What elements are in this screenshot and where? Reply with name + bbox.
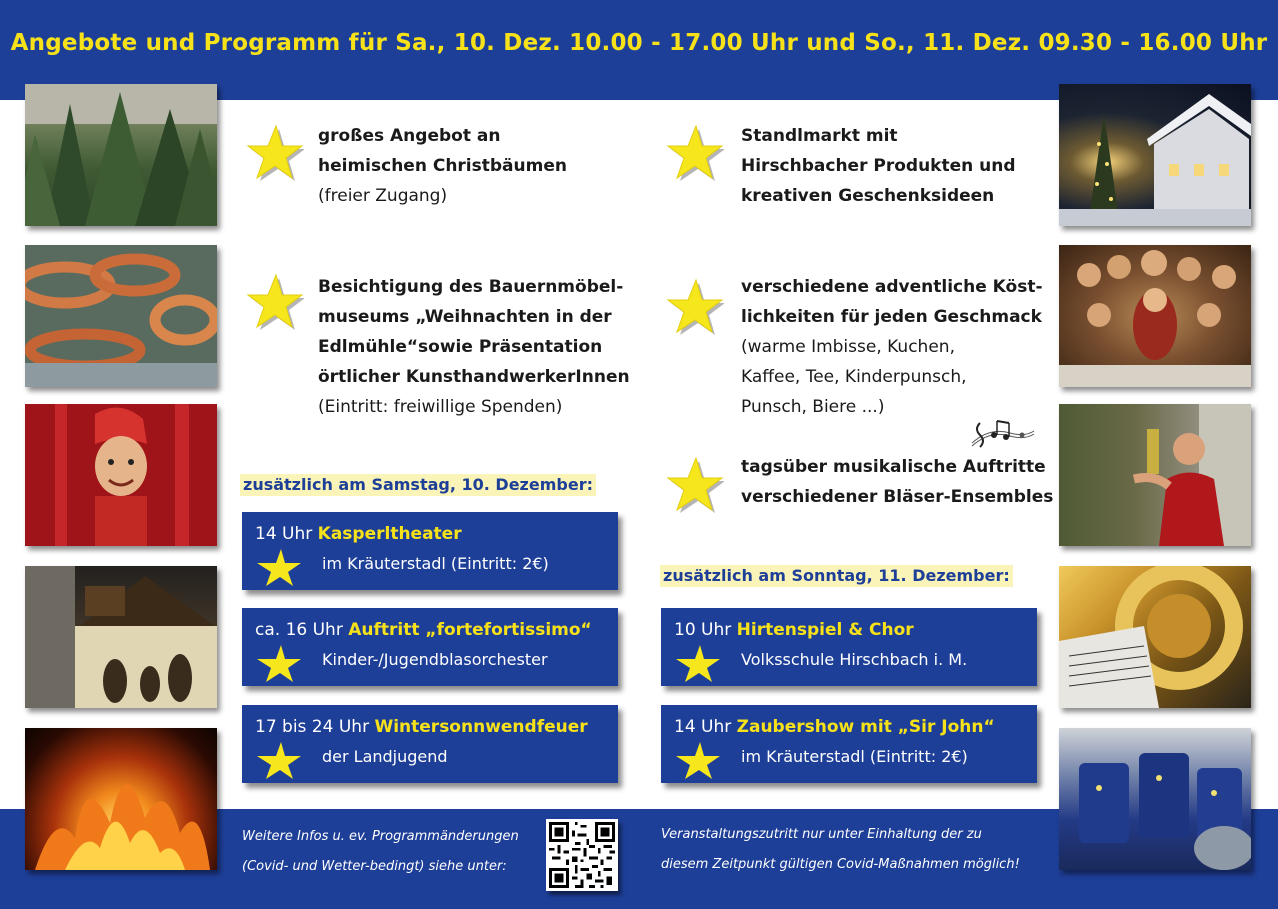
photo-brass-instrument [1059, 566, 1251, 708]
event-title: Hirtenspiel & Chor [736, 620, 914, 640]
event-time: 14 Uhr [674, 717, 732, 737]
event-box-sunday-2 [661, 705, 1037, 783]
event-detail: der Landjugend [322, 747, 448, 766]
event-time: 10 Uhr [674, 620, 732, 640]
event-title: Kasperltheater [317, 524, 462, 544]
event-title: Zaubershow mit „Sir John“ [736, 717, 995, 737]
feature-market: Standlmarkt mit Hirschbacher Produkten und kreativen Geschenksideen [741, 126, 1016, 206]
photo-bonfire [25, 728, 217, 870]
feature-museum-visit: Besichtigung des Bauernmöbel- museums „Weihnachten in der Edlmühle“sowie Präsentation örtlicher KunsthandwerkerInnen (Eintritt: freiwillige Spenden) [318, 277, 630, 417]
photo-musician-magician [1059, 404, 1251, 546]
star-icon [254, 644, 304, 684]
event-detail: im Kräuterstadl (Eintritt: 2€) [322, 554, 549, 573]
event-detail: Kinder-/Jugendblasorchester [322, 650, 548, 669]
qr-code[interactable] [546, 819, 618, 891]
event-detail: im Kräuterstadl (Eintritt: 2€) [741, 747, 968, 766]
event-box-saturday-3 [242, 705, 618, 783]
footer-covid-notice: Veranstaltungszutritt nur unter Einhaltung der zu diesem Zeitpunkt gültigen Covid-Maßnahmen möglich! [661, 827, 1020, 872]
sunday-heading: zusätzlich am Sonntag, 11. Dezember: [660, 565, 1013, 587]
event-detail: Volksschule Hirschbach i. M. [741, 650, 968, 669]
star-icon [244, 273, 304, 331]
star-icon [244, 124, 304, 182]
saturday-heading: zusätzlich am Samstag, 10. Dezember: [240, 474, 596, 496]
event-time: 14 Uhr [255, 524, 313, 544]
feature-christmas-trees: großes Angebot an heimischen Christbäumen (freier Zugang) [318, 126, 567, 206]
feature-delicacies: verschiedene adventliche Köst- lichkeiten für jeden Geschmack (warme Imbisse, Kuchen, Kaffee, Tee, Kinderpunsch, Punsch, Biere ...) [741, 277, 1043, 417]
star-icon [254, 741, 304, 781]
music-notes-icon [970, 415, 1036, 451]
event-box-sunday-1 [661, 608, 1037, 686]
event-box-saturday-1 [242, 512, 618, 590]
photo-kasperl-puppet [25, 404, 217, 546]
photo-sausages [25, 245, 217, 387]
footer-info-left: Weitere Infos u. ev. Programmänderungen (Covid- und Wetter-bedingt) siehe unter: [242, 829, 519, 874]
star-icon [673, 644, 723, 684]
photo-nativity-crib [25, 566, 217, 708]
star-icon [664, 456, 724, 514]
photo-carved-figures [1059, 245, 1251, 387]
event-title: Auftritt „fortefortissimo“ [348, 620, 592, 640]
page-title: Angebote und Programm für Sa., 10. Dez. 10.00 - 17.00 Uhr und So., 11. Dez. 09.30 - 16.00 Uhr [10, 30, 1268, 56]
photo-punch-mugs [1059, 728, 1251, 870]
photo-winter-house-night [1059, 84, 1251, 226]
event-box-saturday-2 [242, 608, 618, 686]
star-icon [664, 124, 724, 182]
photo-christmas-trees [25, 84, 217, 226]
star-icon [673, 741, 723, 781]
feature-music: tagsüber musikalische Auftritte verschiedener Bläser-Ensembles [741, 457, 1054, 507]
event-time: ca. 16 Uhr [255, 620, 343, 640]
event-title: Wintersonnwendfeuer [374, 717, 588, 737]
star-icon [254, 548, 304, 588]
star-icon [664, 278, 724, 336]
event-time: 17 bis 24 Uhr [255, 717, 370, 737]
